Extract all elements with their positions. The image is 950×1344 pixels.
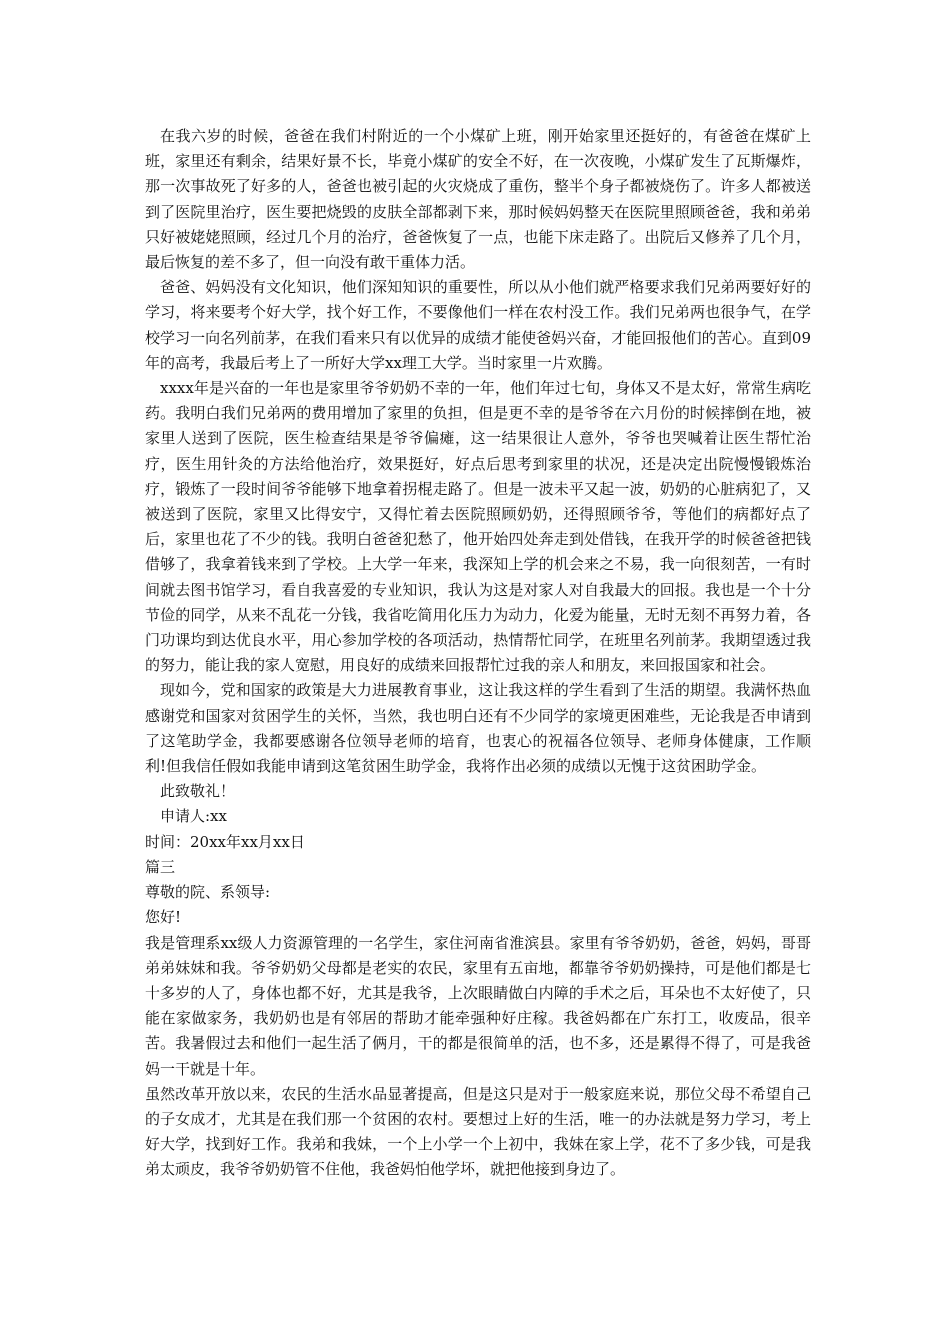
section-title: 篇三 xyxy=(145,857,176,876)
paragraph: xxxx年是兴奋的一年也是家里爷爷奶奶不幸的一年，他们年过七旬，身体又不是太好，常常生病吃药。我明白我们兄弟两的费用增加了家里的负担，但是更不幸的是爷爷在六月份的时候摔倒在地，被家里人送到了医院，医生检查结果是爷爷偏瘫，这一结果很让人意外，爷爷也哭喊着让医生帮忙治疗，医生用针灸的方法给他治疗，效果挺好，好点后思考到家里的状况，还是决定出院慢慢锻炼治疗，锻炼了一段时间爷爷能够下地拿着拐棍走路了。但是一波未平又起一波，奶奶的心脏病犯了，又被送到了医院，家里又比得安宁，又得忙着去医院照顾奶奶，还得照顾爷爷，等他们的病都好点了后，家里也花了不少的钱。我明白爸爸犯愁了，他开始四处奔走到处借钱，在我开学的时候爸爸把钱借够了，我拿着钱来到了学校。上大学一年来，我深知上学的机会来之不易，我一向很刻苦，一有时间就去图书馆学习，看自我喜爱的专业知识，我认为这是对家人对自我最大的回报。我也是一个十分节俭的同学，从来不乱花一分钱，我省吃简用化压力为动力，化爱为能量，无时无刻不再努力着，各门功课均到达优良水平，用心参加学校的各项活动，热情帮忙同学，在班里名列前茅。我期望透过我的努力，能让我的家人宽慰，用良好的成绩来回报帮忙过我的亲人和朋友，来回报国家和社会。 xyxy=(145,379,811,675)
paragraph: 爸爸、妈妈没有文化知识，他们深知知识的重要性，所以从小他们就严格要求我们兄弟两要好好的学习，将来要考个好大学，找个好工作，不要像他们一样在农村没工作。我们兄弟两也很争气，在学校学习一向名列前茅，在我们看来只有以优异的成绩才能使爸妈兴奋，才能回报他们的苦心。直到09年的高考，我最后考上了一所好大学xx理工大学。当时家里一片欢腾。 xyxy=(145,278,811,372)
salutation: 尊敬的院、系领导: xyxy=(145,883,271,902)
paragraph: 在我六岁的时候，爸爸在我们村附近的一个小煤矿上班，刚开始家里还挺好的，有爸爸在煤矿上班，家里还有剩余，结果好景不长，毕竟小煤矿的安全不好，在一次夜晚，小煤矿发生了瓦斯爆炸，那一次事故死了好多的人，爸爸也被引起的火灾烧成了重伤，整半个身子都被烧伤了。许多人都被送到了医院里治疗，医生要把烧毁的皮肤全部都剥下来，那时候妈妈整天在医院里照顾爸爸，我和弟弟只好被姥姥照顾，经过几个月的治疗，爸爸恢复了一点，也能下床走路了。出院后又修养了几个月，最后恢复的差不多了，但一向没有敢干重体力活。 xyxy=(145,127,811,272)
paragraph: 虽然改革开放以来，农民的生活水品显著提高，但是这只是对于一般家庭来说，那位父母不希望自己的子女成才，尤其是在我们那一个贫困的农村。要想过上好的生活，唯一的办法就是努力学习，考上好大学，找到好工作。我弟和我妹，一个上小学一个上初中，我妹在家上学，花不了多少钱，可是我弟太顽皮，我爷爷奶奶管不住他，我爸妈怕他学坏，就把他接到身边了。 xyxy=(145,1084,811,1179)
paragraph: 我是管理系xx级人力资源管理的一名学生，家住河南省淮滨县。家里有爷爷奶奶，爸爸，妈妈，哥哥弟弟妹妹和我。爷爷奶奶父母都是老实的农民，家里有五亩地，都靠爷爷奶奶操持，可是他们都是七十多岁的人了，身体也都不好，尤其是我爷，上次眼睛做白内障的手术之后，耳朵也不太好使了，只能在家做家务，我奶奶也是有邻居的帮助才能牵强种好庄稼。我爸妈都在广东打工，收废品，很辛苦。我暑假过去和他们一起生活了俩月，干的都是很简单的活，也不多，还是累得不得了，可是我爸妈一干就是十年。 xyxy=(145,933,811,1078)
greeting: 您好! xyxy=(145,908,182,927)
date: 时间：20xx年xx月xx日 xyxy=(145,832,305,851)
applicant: 申请人:xx xyxy=(160,807,227,826)
document-body xyxy=(145,124,811,1183)
paragraph: 现如今，党和国家的政策是大力进展教育事业，这让我这样的学生看到了生活的期望。我满怀热血感谢党和国家对贫困学生的关怀，当然，我也明白还有不少同学的家境更困难些，无论我是否申请到了这笔助学金，我都要感谢各位领导老师的培育，也衷心的祝福各位领导、老师身体健康，工作顺利!但我信任假如我能申请到这笔贫困生助学金，我将作出必须的成绩以无愧于这贫困助学金。 xyxy=(145,681,811,776)
closing: 此致敬礼！ xyxy=(160,782,236,801)
